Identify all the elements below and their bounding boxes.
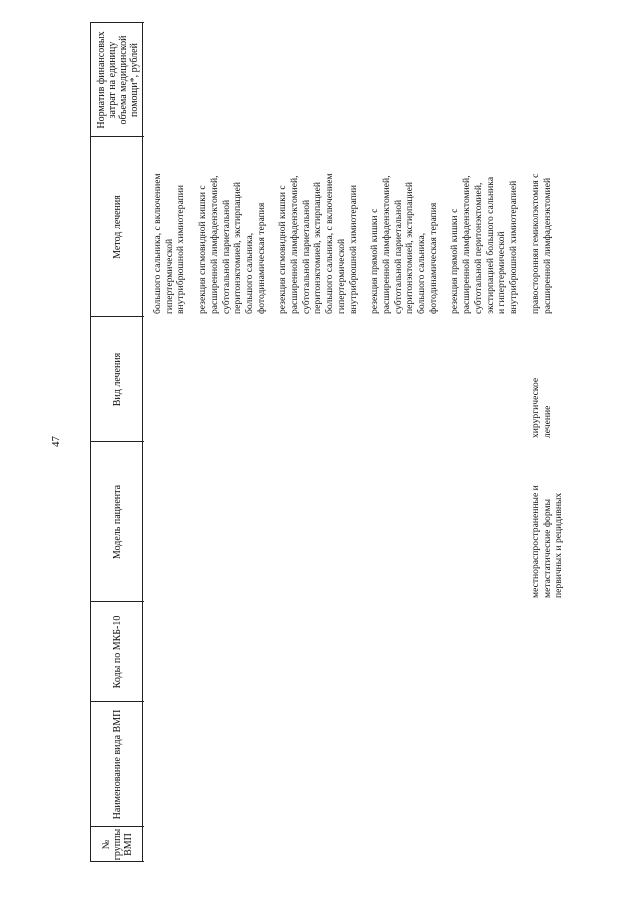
method-item: резекция прямой кишки с расширенной лимфаденэктомией, субтотальной париетальной перитонэктомией, экстирпацией большого сальника, фотодинамическая терапия bbox=[369, 175, 439, 314]
treatment-type-cell: хирургическое лечение bbox=[530, 377, 553, 438]
table-header bbox=[90, 22, 143, 862]
rotated-table bbox=[90, 22, 570, 862]
patient-model-cell: местнораспространенные и метастатические формы первичных и рецидивных bbox=[530, 485, 565, 598]
method-list bbox=[152, 139, 530, 314]
method-item: резекция прямой кишки с расширенной лимфаденэктомией, субтотальной перитонэктомией, экстирпацией большого сальника и гипертермической внутрибрюшной химиотерапией bbox=[449, 175, 519, 314]
header-group-number: № группы ВМП bbox=[101, 828, 134, 861]
header-treatment-method: Метод лечения bbox=[112, 195, 123, 259]
header-treatment-type: Вид лечения bbox=[112, 352, 123, 407]
method-cell: правосторонняя гемиколэктомия с расширенной лимфаденэктомией bbox=[530, 173, 553, 314]
header-icd-codes: Коды по МКБ-10 bbox=[112, 615, 123, 689]
header-cost-standard: Норматив финансовых затрат на единицу объема медицинской помощи*, рублей bbox=[95, 31, 140, 129]
method-item: большого сальника, с включением гипертермической внутрибрюшной химиотерапии bbox=[152, 173, 187, 314]
header-vmp-name: Наименование вида ВМП bbox=[112, 709, 123, 820]
method-item: резекция сигмовидной кишки с расширенной лимфаденэктомией, субтотальной париетальной перитонэктомией, экстирпацией большого сальника, с включением гипертермической внутрибрюшной химиотерапии bbox=[277, 173, 359, 314]
page-number: 47 bbox=[50, 436, 62, 447]
method-item: резекция сигмовидной кишки с расширенной лимфаденэктомией, субтотальной париетальной перитонэктомией, экстирпацией большого сальника, фотодинамическая терапия bbox=[197, 175, 267, 314]
header-patient-model: Модель пациента bbox=[112, 484, 123, 560]
